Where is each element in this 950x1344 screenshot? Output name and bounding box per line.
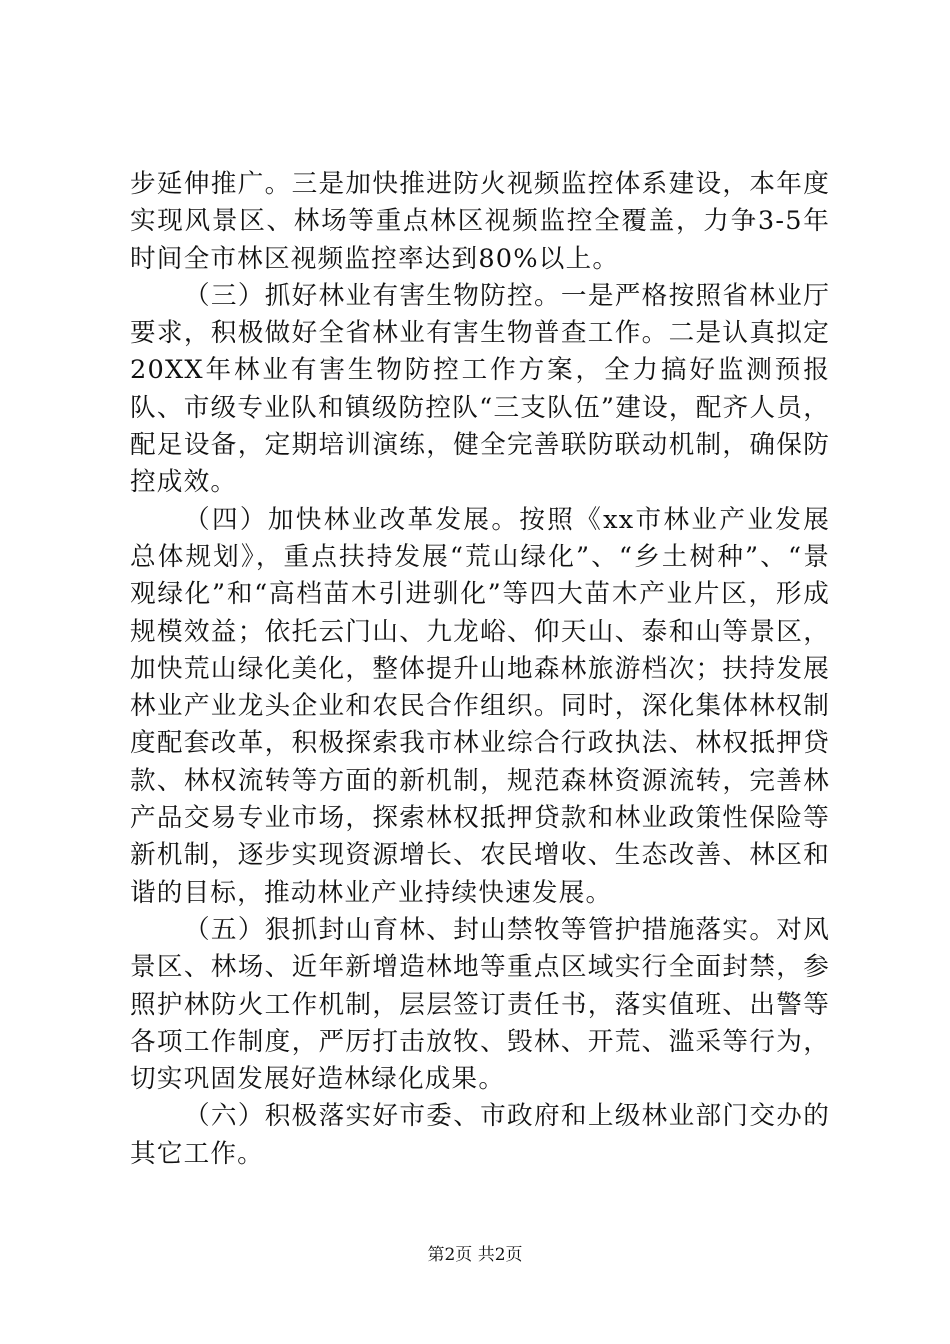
- paragraph-section-4: （四）加快林业改革发展。按照《xx市林业产业发展总体规划》，重点扶持发展“荒山绿化”、“乡土树种”、“景观绿化”和“高档苗木引进驯化”等四大苗木产业片区，形成规模效益；依托云门山、九龙峪、仰天山、泰和山等景区，加快荒山绿化美化，整体提升山地森林旅游档次；扶持发展林业产业龙头企业和农民合作组织。同时，深化集体林权制度配套改革，积极探索我市林业综合行政执法、林权抵押贷款、林权流转等方面的新机制，规范森林资源流转，完善林产品交易专业市场，探索林权抵押贷款和林业政策性保险等新机制，逐步实现资源增长、农民增收、生态改善、林区和谐的目标，推动林业产业持续快速发展。: [130, 504, 830, 908]
- paragraph-section-6: （六）积极落实好市委、市政府和上级林业部门交办的其它工作。: [130, 1101, 830, 1169]
- paragraph-section-3: （三）抓好林业有害生物防控。一是严格按照省林业厅要求，积极做好全省林业有害生物普查工作。二是认真拟定20XX年林业有害生物防控工作方案，全力搞好监测预报队、市级专业队和镇级防控队“三支队伍”建设，配齐人员，配足设备，定期培训演练，健全完善联防联动机制，确保防控成效。: [130, 280, 830, 498]
- document-body: [130, 166, 830, 1173]
- paragraph-section-5: （五）狠抓封山育林、封山禁牧等管护措施落实。对风景区、林场、近年新增造林地等重点区域实行全面封禁，参照护林防火工作机制，层层签订责任书，落实值班、出警等各项工作制度，严厉打击放牧、毁林、开荒、滥采等行为，切实巩固发展好造林绿化成果。: [130, 914, 830, 1095]
- paragraph-continuation: 步延伸推广。三是加快推进防火视频监控体系建设，本年度实现风景区、林场等重点林区视频监控全覆盖，力争3-5年时间全市林区视频监控率达到80%以上。: [130, 169, 830, 274]
- page-footer: 第2页 共2页: [427, 1245, 523, 1265]
